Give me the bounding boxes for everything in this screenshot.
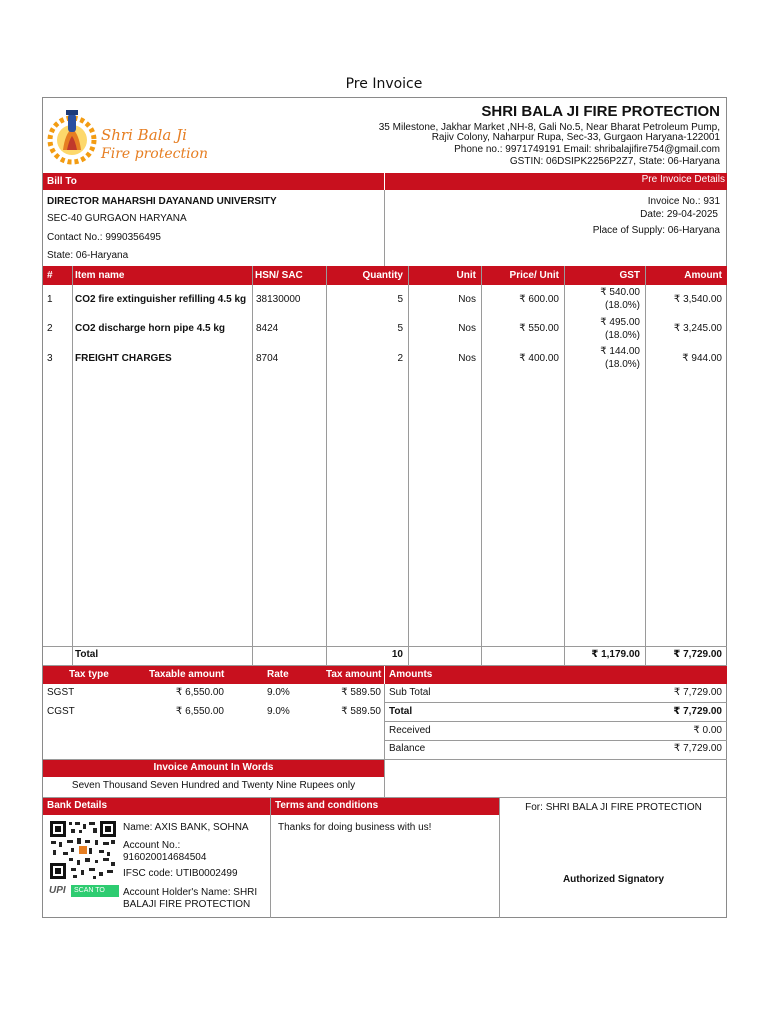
row-price: ₹ 550.00 (519, 323, 559, 334)
bank-name: Name: AXIS BANK, SOHNA (123, 822, 249, 833)
row-number: 1 (47, 294, 53, 305)
col-header-unit: Unit (456, 270, 476, 281)
amount-in-words: Seven Thousand Seven Hundred and Twenty Nine Rupees only (71, 780, 356, 791)
total-value: ₹ 7,729.00 (673, 706, 722, 717)
tax-amount: ₹ 589.50 (341, 706, 381, 717)
terms-header: Terms and conditions (275, 800, 379, 811)
row-gst: ₹ 540.00 (600, 287, 640, 298)
company-address-line2: Rajiv Colony, Naharpur Rupa, Sec-33, Gurgaon Haryana-122001 (431, 132, 720, 143)
row-gst-rate: (18.0%) (604, 330, 640, 341)
svg-text:Shri Bala Ji: Shri Bala Ji (101, 126, 187, 144)
tax-type: SGST (47, 687, 75, 698)
row-unit: Nos (458, 353, 476, 364)
sub-total-value: ₹ 7,729.00 (673, 687, 722, 698)
row-gst: ₹ 144.00 (600, 346, 640, 357)
row-unit: Nos (458, 294, 476, 305)
fire-extinguisher-flame-logo-icon (45, 104, 209, 168)
row-number: 3 (47, 353, 53, 364)
words-header-bar (43, 760, 384, 777)
company-address-line1: 35 Milestone, Jakhar Market ,NH-8, Gali No.5, Near Bharat Petroleum Pump, (378, 122, 720, 133)
company-name: SHRI BALA JI FIRE PROTECTION (481, 103, 720, 120)
company-logo (45, 104, 209, 168)
row-quantity: 5 (397, 294, 403, 305)
words-header: Invoice Amount In Words (153, 762, 274, 773)
bank-account-number: 916020014684504 (123, 852, 207, 863)
items-total-label: Total (75, 649, 99, 660)
upi-badge (49, 885, 119, 906)
invoice-date: Date: 29-04-2025 (640, 209, 718, 220)
row-gst: ₹ 495.00 (600, 317, 640, 328)
tax-header-rate: Rate (267, 669, 289, 680)
tax-amount: ₹ 589.50 (341, 687, 381, 698)
row-price: ₹ 400.00 (519, 353, 559, 364)
received-label: Received (389, 725, 431, 736)
col-header-no: # (47, 270, 53, 281)
tax-taxable-amount: ₹ 6,550.00 (175, 706, 224, 717)
row-hsn: 8704 (256, 353, 279, 364)
row-hsn: 8424 (256, 323, 279, 334)
tax-header-amount: Tax amount (326, 669, 382, 680)
terms-header-bar (271, 798, 499, 815)
items-total-amount: ₹ 7,729.00 (673, 649, 722, 660)
bill-to-header-bar (43, 173, 384, 190)
bank-account-label: Account No.: (123, 840, 181, 851)
document-title: Pre Invoice (345, 76, 423, 92)
bank-header: Bank Details (47, 800, 108, 811)
row-amount: ₹ 944.00 (682, 353, 722, 364)
tax-rate: 9.0% (267, 687, 290, 698)
row-unit: Nos (458, 323, 476, 334)
terms-text: Thanks for doing business with us! (278, 822, 432, 833)
bank-header-bar (43, 798, 270, 815)
scan-to-pay-label: SCAN TO PAY (71, 885, 119, 897)
col-header-hsn: HSN/ SAC (255, 270, 303, 281)
col-header-gst: GST (619, 270, 640, 281)
bill-to-header: Bill To (47, 176, 77, 187)
tax-taxable-amount: ₹ 6,550.00 (175, 687, 224, 698)
amounts-header: Amounts (389, 669, 433, 680)
total-label: Total (389, 706, 413, 717)
bill-to-address: SEC-40 GURGAON HARYANA (47, 213, 187, 224)
items-total-quantity: 10 (391, 649, 403, 660)
col-header-amount: Amount (684, 270, 722, 281)
details-header: Pre Invoice Details (641, 174, 725, 185)
bank-holder-line2: BALAJI FIRE PROTECTION (123, 899, 251, 910)
invoice-number: Invoice No.: 931 (647, 196, 720, 207)
authorized-signatory: Authorized Signatory (562, 874, 665, 885)
signature-for-line: For: SHRI BALA JI FIRE PROTECTION (525, 802, 702, 813)
invoice-frame (42, 97, 727, 918)
row-item-name: CO2 discharge horn pipe 4.5 kg (75, 323, 226, 334)
received-value: ₹ 0.00 (693, 725, 722, 736)
row-item-name: CO2 fire extinguisher refilling 4.5 kg (75, 294, 247, 305)
balance-label: Balance (389, 743, 426, 754)
tax-rate: 9.0% (267, 706, 290, 717)
bank-ifsc: IFSC code: UTIB0002499 (123, 868, 238, 879)
tax-header-taxable: Taxable amount (149, 669, 225, 680)
row-amount: ₹ 3,245.00 (673, 323, 722, 334)
row-gst-rate: (18.0%) (604, 359, 640, 370)
upi-label: UPI (49, 885, 66, 896)
row-number: 2 (47, 323, 53, 334)
row-quantity: 2 (397, 353, 403, 364)
bill-to-contact: Contact No.: 9990356495 (47, 232, 161, 243)
row-amount: ₹ 3,540.00 (673, 294, 722, 305)
col-header-price: Price/ Unit (509, 270, 559, 281)
tax-header-type: Tax type (69, 669, 109, 680)
details-header-bar (385, 173, 727, 190)
bill-to-name: DIRECTOR MAHARSHI DAYANAND UNIVERSITY (47, 196, 277, 207)
bill-to-state: State: 06-Haryana (47, 250, 129, 261)
tax-type: CGST (47, 706, 75, 717)
bank-holder-line1: Account Holder's Name: SHRI (123, 887, 258, 898)
col-header-quantity: Quantity (362, 270, 403, 281)
sub-total-label: Sub Total (389, 687, 431, 698)
row-gst-rate: (18.0%) (604, 300, 640, 311)
amounts-header-bar (385, 666, 727, 684)
row-item-name: FREIGHT CHARGES (75, 353, 172, 364)
row-hsn: 38130000 (256, 294, 301, 305)
company-contact: Phone no.: 9971749191 Email: shribalajifire754@gmail.com (454, 144, 720, 155)
svg-text:Fire protection: Fire protection (101, 146, 209, 162)
row-quantity: 5 (397, 323, 403, 334)
balance-value: ₹ 7,729.00 (673, 743, 722, 754)
row-price: ₹ 600.00 (519, 294, 559, 305)
items-total-gst: ₹ 1,179.00 (591, 649, 640, 660)
company-gstin: GSTIN: 06DSIPK2256P2Z7, State: 06-Haryana (509, 156, 720, 167)
qr-code-icon (49, 820, 117, 880)
place-of-supply: Place of Supply: 06-Haryana (592, 225, 720, 236)
col-header-item-name: Item name (75, 270, 125, 281)
